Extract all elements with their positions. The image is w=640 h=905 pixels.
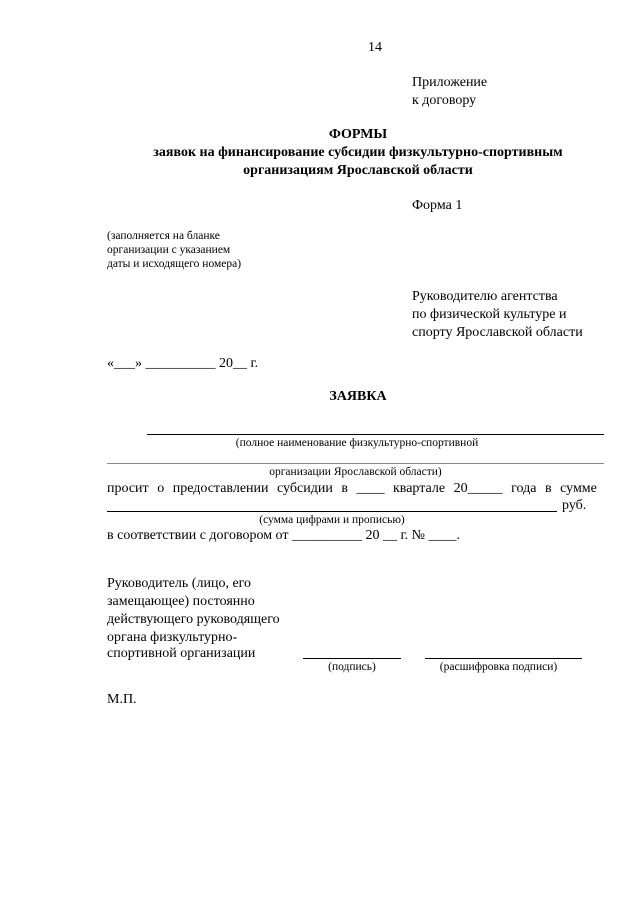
signature-line <box>303 658 401 659</box>
request-word: ____ <box>356 481 385 496</box>
letterhead-note-3: даты и исходящего номера) <box>107 258 242 270</box>
signatory-line-1: Руководитель (лицо, его <box>107 576 252 591</box>
signatory-line-4: органа физкультурно- <box>107 630 238 645</box>
date-line: «___» __________ 20__ г. <box>107 356 259 371</box>
currency-label: руб. <box>562 498 587 513</box>
org-caption-2: организации Ярославской области) <box>269 466 442 478</box>
signatory-line-3: действующего руководящего <box>107 612 280 627</box>
addressee-line-3: спорту Ярославской области <box>412 325 583 340</box>
request-word: субсидии <box>277 481 333 496</box>
request-word: в <box>544 481 552 496</box>
appendix-line-2: к договору <box>412 93 477 108</box>
signature-decoding-line <box>425 658 582 659</box>
signature-caption: (подпись) <box>328 661 376 673</box>
letterhead-note-1: (заполняется на бланке <box>107 230 220 242</box>
request-word: квартале <box>392 481 446 496</box>
page-number: 14 <box>368 40 382 55</box>
heading-title: ФОРМЫ <box>328 127 388 142</box>
request-word: в <box>341 481 348 496</box>
request-word: просит <box>107 481 149 496</box>
request-word: 20_____ <box>453 481 503 496</box>
letterhead-note-2: организации с указанием <box>107 244 231 256</box>
amount-line <box>107 511 557 512</box>
signatory-line-2: замещающее) постоянно <box>107 594 255 609</box>
amount-caption: (сумма цифрами и прописью) <box>259 514 405 526</box>
request-text-line <box>107 480 597 497</box>
request-word: сумме <box>560 481 597 496</box>
heading-subtitle-2: организациям Ярославской области <box>243 163 473 178</box>
request-word: о <box>157 481 165 496</box>
appendix-line-1: Приложение <box>412 75 488 90</box>
addressee-line-1: Руководителю агентства <box>412 289 558 304</box>
stamp-label: М.П. <box>107 692 137 707</box>
request-word: года <box>511 481 537 496</box>
org-name-line-1 <box>147 434 604 435</box>
request-title: ЗАЯВКА <box>329 389 387 404</box>
form-number: Форма 1 <box>412 198 463 213</box>
signature-decoding-caption: (расшифровка подписи) <box>439 661 558 673</box>
org-name-line-2 <box>107 463 604 464</box>
addressee-line-2: по физической культуре и <box>412 307 567 322</box>
heading-subtitle-1: заявок на финансирование субсидии физкультурно-спортивным <box>153 145 563 160</box>
request-word: предоставлении <box>172 481 269 496</box>
contract-line: в соответствии с договором от __________ 20 __ г. № ____. <box>107 528 461 543</box>
org-caption-1: (полное наименование физкультурно-спортивной <box>235 437 479 449</box>
signatory-line-5: спортивной организации <box>107 646 256 661</box>
